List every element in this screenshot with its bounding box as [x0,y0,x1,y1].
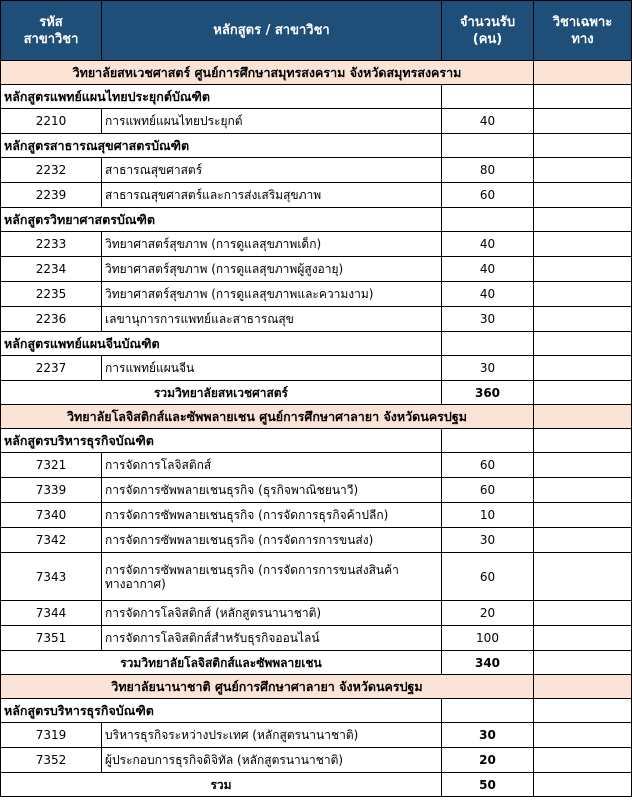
program-title: หลักสูตรสาธารณสุขศาสตรบัณฑิต [1,134,442,158]
college-row [1,405,632,429]
table-row: 7351 การจัดการโลจิสติกส์สำหรับธุรกิจออนไลน์ 100 [1,626,632,651]
program-title: หลักสูตรวิทยาศาสตรบัณฑิต [1,208,442,232]
program-row [1,208,632,232]
program-row [1,699,632,723]
table-row: 2236 เลขานุการการแพทย์และสาธารณสุข 30 [1,307,632,332]
header-specific-subject: วิชาเฉพาะ ทาง [534,1,632,61]
table-row: 2210 การแพทย์แผนไทยประยุกต์ 40 [1,109,632,134]
program-title: หลักสูตรแพทย์แผนไทยประยุกต์บัณฑิต [1,85,442,109]
college-total-row [1,651,632,675]
total-count: 340 [442,651,534,675]
table-row: 7340 การจัดการซัพพลายเชนธุรกิจ (การจัดการธุรกิจค้าปลีก) 10 [1,503,632,528]
total-label: รวมวิทยาลัยโลจิสติกส์และซัพพลายเชน [1,651,442,675]
table-row: 7342 การจัดการซัพพลายเชนธุรกิจ (การจัดการการขนส่ง) 30 [1,528,632,553]
table-row: 2237 การแพทย์แผนจีน 30 [1,356,632,381]
table-row: 2232 สาธารณสุขศาสตร์ 80 [1,158,632,183]
table-row: 2235 วิทยาศาสตร์สุขภาพ (การดูแลสุขภาพและความงาม) 40 [1,282,632,307]
table-row: 2233 วิทยาศาสตร์สุขภาพ (การดูแลสุขภาพเด็ก) 40 [1,232,632,257]
program-title: หลักสูตรแพทย์แผนจีนบัณฑิต [1,332,442,356]
college-row [1,675,632,699]
table-row: 7343 การจัดการซัพพลายเชนธุรกิจ (การจัดการการขนส่งสินค้า ทางอากาศ) 60 [1,553,632,601]
table-row: 7339 การจัดการซัพพลายเชนธุรกิจ (ธุรกิจพาณิชยนาวี) 60 [1,478,632,503]
header-code: รหัส สาขาวิชา [1,1,102,61]
table-header-row [1,1,632,61]
total-label: รวม [1,773,442,797]
program-row [1,134,632,158]
college-total-row [1,773,632,797]
college-name: วิทยาลัยสหเวชศาสตร์ ศูนย์การศึกษาสมุทรสงคราม จังหวัดสมุทรสงคราม [1,61,534,85]
program-title: หลักสูตรบริหารธุรกิจบัณฑิต [1,699,442,723]
program-row [1,85,632,109]
program-row [1,429,632,453]
total-count: 50 [442,773,534,797]
header-program: หลักสูตร / สาขาวิชา [102,1,442,61]
program-row [1,332,632,356]
college-total-row [1,381,632,405]
college-name: วิทยาลัยนานาชาติ ศูนย์การศึกษาศาลายา จังหวัดนครปฐม [1,675,534,699]
table-row: 7352 ผู้ประกอบการธุรกิจดิจิทัล (หลักสูตรนานาชาติ) 20 [1,748,632,773]
table-row: 7344 การจัดการโลจิสติกส์ (หลักสูตรนานาชาติ) 20 [1,601,632,626]
total-label: รวมวิทยาลัยสหเวชศาสตร์ [1,381,442,405]
college-row [1,61,632,85]
table-row: 7321 การจัดการโลจิสติกส์ 60 [1,453,632,478]
program-title: หลักสูตรบริหารธุรกิจบัณฑิต [1,429,442,453]
table-row: 2234 วิทยาศาสตร์สุขภาพ (การดูแลสุขภาพผู้สูงอายุ) 40 [1,257,632,282]
table-row: 2239 สาธารณสุขศาสตร์และการส่งเสริมสุขภาพ 60 [1,183,632,208]
total-count: 360 [442,381,534,405]
header-count: จำนวนรับ (คน) [442,1,534,61]
table-row: 7319 บริหารธุรกิจระหว่างประเทศ (หลักสูตรนานาชาติ) 30 [1,723,632,748]
college-name: วิทยาลัยโลจิสติกส์และซัพพลายเชน ศูนย์การศึกษาศาลายา จังหวัดนครปฐม [1,405,534,429]
